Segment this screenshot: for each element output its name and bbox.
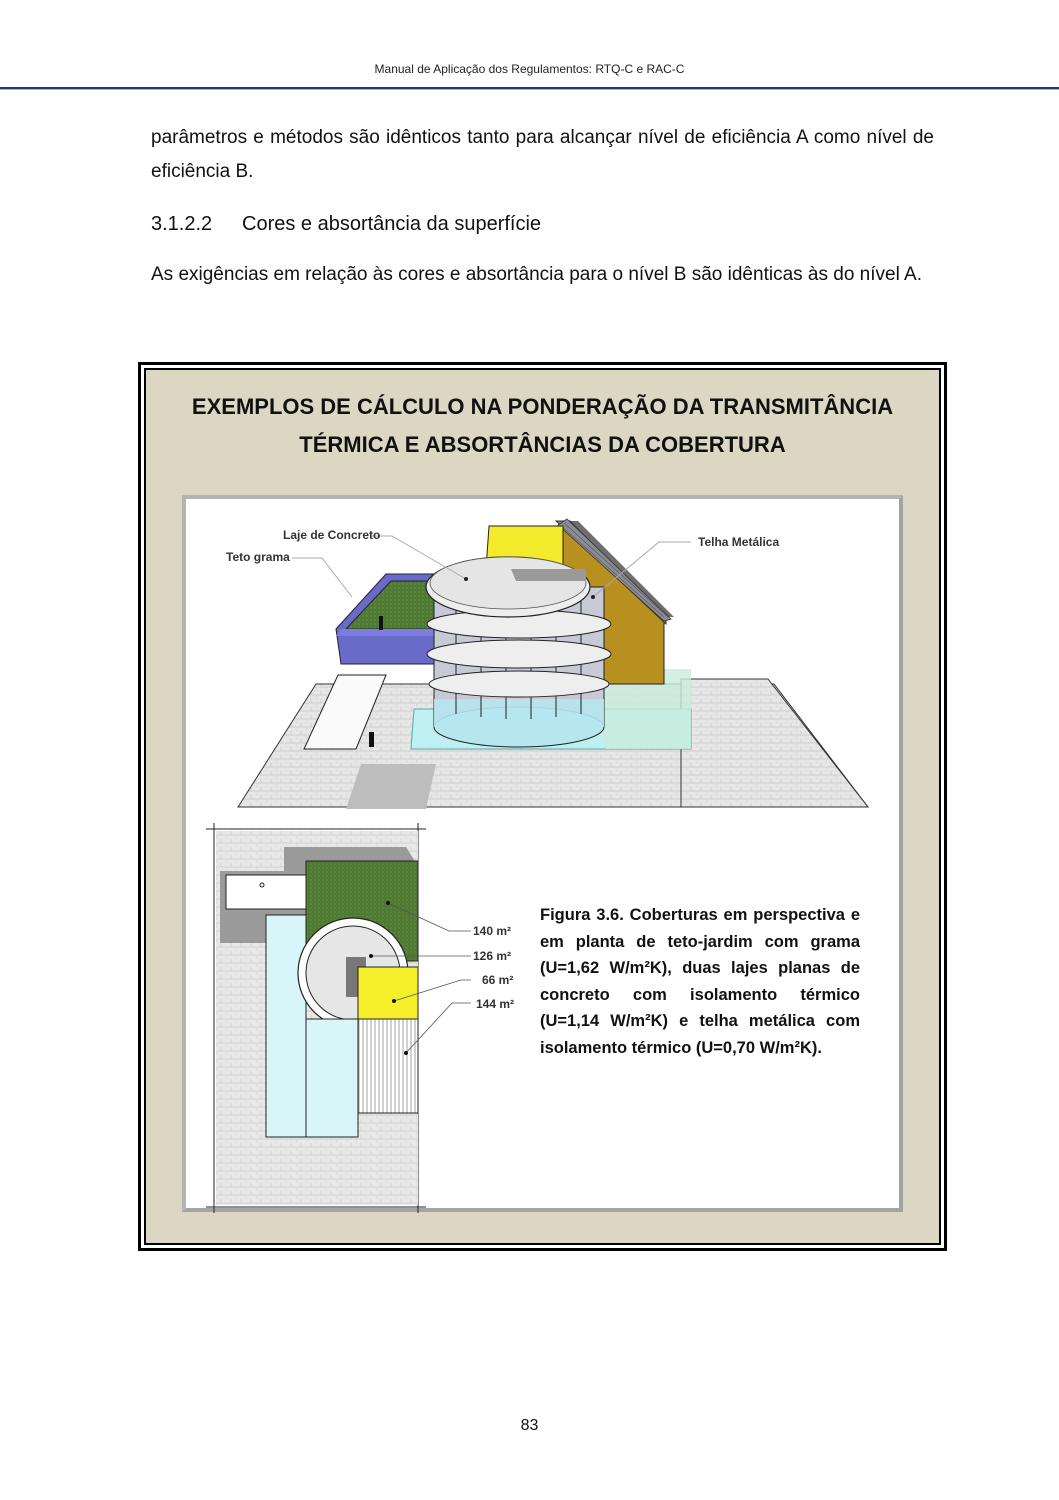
figure-panel <box>182 495 903 1212</box>
page-number: 83 <box>520 1417 539 1434</box>
example-box-inner <box>144 368 941 1245</box>
label-concrete-slab: Laje de Concreto <box>283 528 381 542</box>
running-header: Manual de Aplicação dos Regulamentos: RTQ-C e RAC-C <box>374 62 685 76</box>
area-label-metal-roof: 144 m² <box>476 997 515 1011</box>
label-metal-roof: Telha Metálica <box>698 535 780 549</box>
area-label-circular-slab: 126 m² <box>473 949 512 963</box>
area-label-green-roof: 140 m² <box>473 924 512 938</box>
example-box-title <box>146 388 939 464</box>
header-rule <box>0 87 1059 90</box>
section-title: Cores e absortância da superfície <box>242 213 542 235</box>
section-number: 3.1.2.2 <box>151 213 213 235</box>
body-paragraph: parâmetros e métodos são idênticos tanto para alcançar nível de eficiência A como nível de eficiência B. <box>151 127 934 182</box>
example-box-title-line-1: EXEMPLOS DE CÁLCULO NA PONDERAÇÃO DA TRANSMITÂNCIA <box>191 394 894 419</box>
figure-caption: Figura 3.6. Coberturas em perspectiva e em planta de teto-jardim com grama (U=1,62 W/m²K), duas lajes planas de concreto com isolamento térmico (U=1,14 W/m²K) e telha metálica com isolamento térmico (U=0,70 W/m²K). <box>540 906 860 1057</box>
example-box-title-line-2: TÉRMICA E ABSORTÂNCIAS DA COBERTURA <box>299 432 786 457</box>
body-paragraph: As exigências em relação às cores e absortância para o nível B são idênticas às do nível A. <box>151 264 922 285</box>
section-heading <box>151 213 541 236</box>
plan-drawing <box>206 823 546 1213</box>
label-green-roof: Teto grama <box>226 550 290 564</box>
example-box <box>138 362 947 1251</box>
area-label-concrete-slab: 66 m² <box>482 973 514 987</box>
perspective-drawing <box>186 499 899 817</box>
